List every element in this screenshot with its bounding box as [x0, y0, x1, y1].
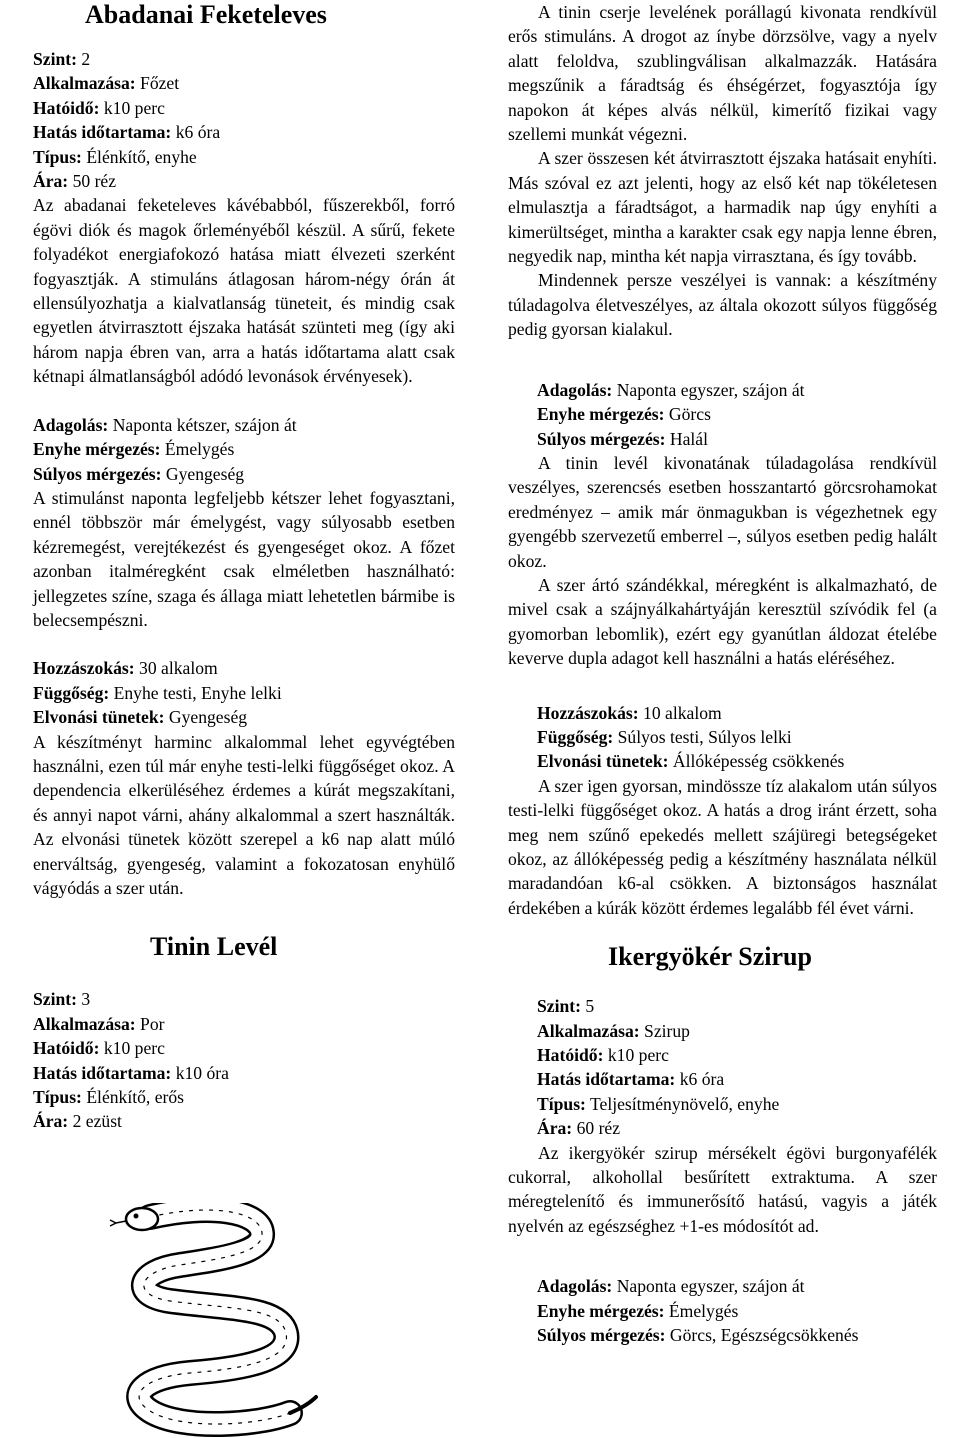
field-mild-poisoning: Enyhe mérgezés: Görcs — [537, 404, 711, 425]
field-application: Alkalmazása: Főzet — [33, 73, 180, 94]
field-mild-poisoning: Enyhe mérgezés: Émelygés — [33, 439, 235, 460]
field-duration: Hatás időtartama: k6 óra — [33, 122, 221, 143]
abadanai-addiction-description: A készítményt harminc alkalommal lehet egyvégtében használni, ezen túl már enyhe testi-lelki függőséget okoz. A dependencia elkerüléséhez érdemes a kúrát megszakítani, és annyi napot várni, ahány alkalommal a szert használták. Az elvonási tünetek között szerepel a k6 nap alatt múló enerváltság, gyengeség, valamint a fokozatosan enyhülő vágyódás a szer után. — [33, 731, 455, 898]
field-severe-poisoning: Súlyos mérgezés: Halál — [537, 428, 709, 449]
field-dosage: Adagolás: Naponta egyszer, szájon át — [537, 379, 805, 400]
tinin-description-2: A szer összesen két átvirrasztott éjszaka hatásait enyhíti. Más szóval ez azt jelenti, hogy az első két nap tökéletesen elmulasztja a fáradtságot, a harmadik nap úgy enyhíti a kimerültséget, mintha a karakter csak egy napja lenne ébren, negyedik nap, mintha két napja virrasztana, és így tovább. — [508, 148, 937, 267]
snake-illustration — [90, 1203, 322, 1438]
field-application: Alkalmazása: Por — [33, 1013, 165, 1034]
abadanai-poison-description: A stimulánst naponta legfeljebb kétszer lehet fogyasztani, ennél többször már émelygést, vagy súlyosabb esetben kézremegést, verejtékezést és gyengeséget okoz. A főzet azonban italméregként csak elméletben használható: jellegzetes színe, szaga és állaga miatt lehetetlen bármibe is belecsempészni. — [33, 487, 455, 630]
section-title-tinin: Tinin Levél — [150, 932, 278, 962]
ikergyoker-description: Az ikergyökér szirup mérsékelt égövi burgonyafélék cukorral, alkohollal besűrített extraktuma. A szer méregtelenítő és immunerősítő hatású, vagyis a játék nyelvén az egészséghez +1-es módosítót ad. — [508, 1142, 937, 1236]
tinin-addiction-description: A szer igen gyorsan, mindössze tíz alakalom után súlyos testi-lelki függőséget okoz. A hatás a drog iránt érzett, soha meg nem szűnő epekedés mellett szájüregi betegségeket okoz, az állóképesség pedig a készítmény használata nélkül maradandóan k6-al csökken. A biztonságos használat érdekében a kúrák között érdemes legalább fél évet várni. — [508, 775, 937, 918]
field-mild-poisoning: Enyhe mérgezés: Émelygés — [537, 1300, 739, 1321]
field-application: Alkalmazása: Szirup — [537, 1020, 690, 1041]
field-severe-poisoning: Súlyos mérgezés: Gyengeség — [33, 463, 245, 484]
field-addiction: Függőség: Súlyos testi, Súlyos lelki — [537, 726, 792, 747]
field-price: Ára: 2 ezüst — [33, 1111, 122, 1132]
field-type: Típus: Teljesítménynövelő, enyhe — [537, 1093, 780, 1114]
field-withdrawal: Elvonási tünetek: Állóképesség csökkenés — [537, 751, 845, 772]
field-habituation: Hozzászokás: 10 alkalom — [537, 702, 722, 723]
field-price: Ára: 60 réz — [537, 1118, 621, 1139]
tinin-description-1: A tinin cserje levelének porállagú kivonata rendkívül erős stimuláns. A drogot az ínybe dörzsölve, vagy a nyelv alatt feloldva, szublingválisan alkalmazzák. Hatására megszűnik a fáradtság és éhségérzet, fogyasztója így napokon át képes alvás nélkül, kimerítő fizikai vagy szellemi munkát végezni. — [508, 2, 937, 145]
field-price: Ára: 50 réz — [33, 171, 117, 192]
field-duration: Hatás időtartama: k10 óra — [33, 1062, 229, 1083]
field-type: Típus: Élénkítő, enyhe — [33, 146, 197, 167]
field-level: Szint: 5 — [537, 996, 595, 1017]
field-duration: Hatás időtartama: k6 óra — [537, 1069, 725, 1090]
tinin-description-3: Mindennek persze veszélyei is vannak: a készítmény túladagolva életveszélyes, az általa okozott súlyos függőség pedig gyorsan kialakul. — [508, 270, 937, 340]
section-title-ikergyoker: Ikergyökér Szirup — [608, 942, 812, 972]
field-type: Típus: Élénkítő, erős — [33, 1087, 185, 1108]
field-dosage: Adagolás: Naponta egyszer, szájon át — [537, 1276, 805, 1297]
right-column — [508, 0, 937, 1348]
field-onset: Hatóidő: k10 perc — [33, 97, 165, 118]
field-habituation: Hozzászokás: 30 alkalom — [33, 658, 218, 679]
field-onset: Hatóidő: k10 perc — [537, 1045, 669, 1066]
field-onset: Hatóidő: k10 perc — [33, 1038, 165, 1059]
tinin-poison-description-2: A szer ártó szándékkal, méregként is alkalmazható, de mivel csak a szájnyálkahártyáján keresztül szívódik fel (a gyomorban lebomlik), ezért egy gyanútlan áldozat ételébe keverve dupla adagot kell használni a hatás eléréséhez. — [508, 574, 937, 669]
field-dosage: Adagolás: Naponta kétszer, szájon át — [33, 414, 297, 435]
tinin-poison-description-1: A tinin levél kivonatának túladagolása rendkívül veszélyes, szerencsés esetben hosszantartó görcsrohamokat eredményez – amik már önmagukban is végezhetnek egy gyengébb szervezetű emberrel –, súlyos esetben pedig halált okoz. — [508, 452, 937, 571]
section-title-abadanai: Abadanai Feketeleves — [85, 0, 327, 29]
field-addiction: Függőség: Enyhe testi, Enyhe lelki — [33, 682, 282, 703]
abadanai-description: Az abadanai feketeleves kávébabból, fűszerekből, forró égövi diók és magok őrleményéből készül. A sűrű, fekete folyadékot energiafokozó hatása miatt élvezeti szerként fogyasztják. A stimuláns átlagosan három-négy órán át ellensúlyozhatja a kialvatlanság tüneteit, és mindig csak egyetlen átvirrasztott éjszaka hatását szünteti meg (így aki három napja ébren van, arra a hatás időtartama alatt csak kétnapi álmatlanságból adódó levonások érvényesek). — [33, 195, 455, 387]
field-withdrawal: Elvonási tünetek: Gyengeség — [33, 707, 248, 728]
field-level: Szint: 2 — [33, 49, 91, 69]
left-column — [33, 0, 455, 1134]
field-severe-poisoning: Súlyos mérgezés: Görcs, Egészségcsökkenés — [537, 1325, 859, 1346]
field-level: Szint: 3 — [33, 989, 91, 1010]
